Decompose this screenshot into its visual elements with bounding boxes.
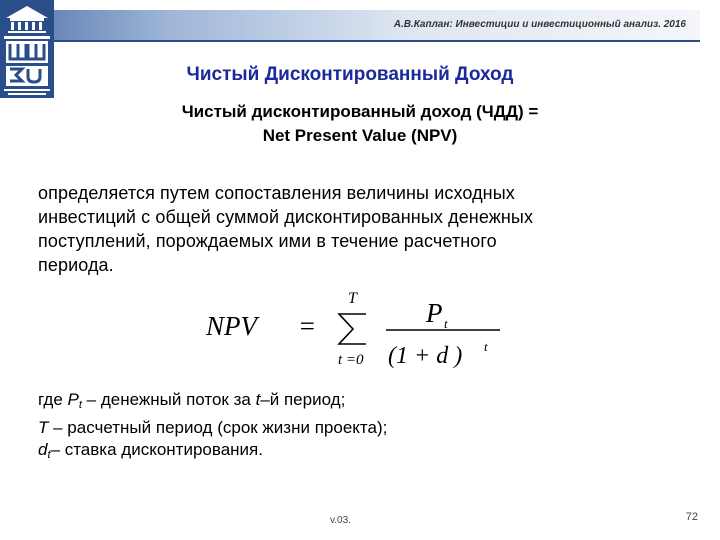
sigma-symbol	[339, 314, 366, 344]
formula-lower-limit: t =0	[338, 352, 364, 368]
var-t-period: t	[255, 390, 261, 409]
page-number: 72	[685, 511, 698, 523]
formula-denominator-exponent: t	[484, 339, 488, 354]
description-line-4: периода.	[38, 255, 114, 275]
subtitle	[0, 100, 720, 148]
description-line-3: поступлений, порождаемых ими в течение расчетного	[38, 231, 497, 251]
header-citation: А.В.Каплан: Инвестиции и инвестиционный анализ. 2016	[393, 19, 686, 30]
var-p-subscript: t	[78, 399, 82, 411]
formula-upper-limit: T	[348, 290, 357, 307]
subtitle-line-2: Net Present Value (NPV)	[262, 126, 458, 145]
npv-formula	[198, 282, 508, 378]
definition-d	[38, 439, 678, 461]
footer-version: v.03.	[330, 515, 351, 526]
definition-p-prefix: где	[38, 390, 68, 409]
formula-denominator: (1 + d )	[388, 343, 463, 369]
header-bar	[54, 10, 700, 42]
formula-numerator-subscript: t	[444, 316, 448, 331]
formula-numerator: P	[426, 298, 443, 328]
definition-p-text-b: –й период;	[260, 390, 346, 409]
definitions	[38, 389, 678, 461]
formula-equals: =	[298, 311, 317, 341]
subtitle-line-1: Чистый дисконтированный доход (ЧДД) =	[181, 102, 539, 121]
formula-lhs: NPV	[206, 311, 257, 341]
definition-p-text-a: – денежный поток за	[81, 390, 256, 409]
definition-t	[38, 417, 678, 439]
description	[38, 181, 698, 277]
var-t: T	[38, 418, 49, 437]
definition-t-text: – расчетный период (срок жизни проекта);	[48, 418, 388, 437]
description-line-1: определяется путем сопоставления величины исходных	[38, 183, 515, 203]
definition-p	[38, 389, 678, 411]
definition-d-text: – ставка дисконтирования.	[50, 440, 263, 459]
slide-title: Чистый Дисконтированный Доход	[186, 64, 514, 85]
var-p: P	[67, 390, 79, 409]
var-d: d	[38, 440, 48, 459]
var-d-subscript: t	[47, 449, 51, 461]
description-line-2: инвестиций с общей суммой дисконтированных денежных	[38, 207, 534, 227]
